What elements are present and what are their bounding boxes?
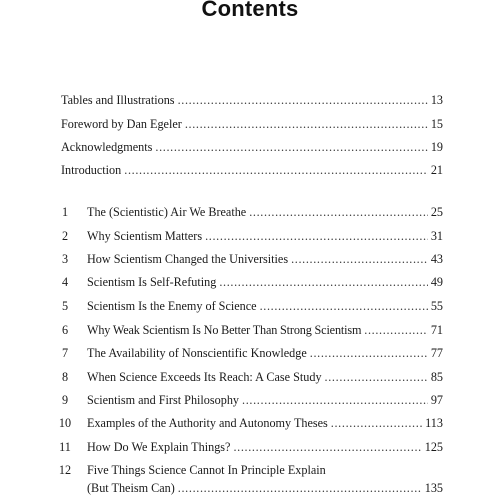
chapter-title: Scientism Is Self-Refuting bbox=[87, 275, 217, 289]
chapter-page: 55 bbox=[430, 299, 443, 313]
toc-entry-page: 21 bbox=[430, 163, 443, 177]
chapter-title: Scientism and First Philosophy bbox=[87, 393, 240, 407]
chapter-title: The (Scientistic) Air We Breathe bbox=[87, 205, 247, 219]
chapter-title: Examples of the Authority and Autonomy Theses bbox=[87, 416, 328, 430]
toc-chapter[interactable] bbox=[0, 273, 500, 291]
chapter-page: 135 bbox=[424, 481, 443, 495]
chapter-page: 97 bbox=[430, 393, 443, 407]
dot-leader bbox=[178, 91, 428, 109]
page-title: Contents bbox=[201, 0, 299, 21]
dot-leader bbox=[310, 344, 428, 362]
toc-chapter[interactable] bbox=[0, 250, 500, 268]
toc-chapter[interactable] bbox=[0, 414, 500, 432]
toc-chapter[interactable] bbox=[0, 227, 500, 245]
chapter-number: 3 bbox=[61, 252, 69, 266]
chapter-number: 6 bbox=[61, 323, 69, 337]
chapter-page: 43 bbox=[430, 252, 443, 266]
dot-leader bbox=[291, 250, 428, 268]
chapter-number: 8 bbox=[61, 370, 69, 384]
toc-chapter[interactable] bbox=[0, 203, 500, 221]
chapter-number: 1 bbox=[61, 205, 69, 219]
toc-chapter[interactable] bbox=[0, 321, 500, 339]
chapter-title: Why Weak Scientism Is No Better Than Strong Scientism bbox=[87, 323, 362, 337]
chapter-page: 49 bbox=[430, 275, 443, 289]
dot-leader bbox=[185, 115, 428, 133]
dot-leader bbox=[155, 138, 427, 156]
chapter-title-continued: (But Theism Can) bbox=[87, 481, 175, 495]
chapter-title: Scientism Is the Enemy of Science bbox=[87, 299, 257, 313]
dot-leader bbox=[331, 414, 422, 432]
chapter-title: When Science Exceeds Its Reach: A Case Study bbox=[87, 370, 322, 384]
chapter-title: How Scientism Changed the Universities bbox=[87, 252, 289, 266]
chapter-number: 4 bbox=[61, 275, 69, 289]
toc-chapter[interactable] bbox=[0, 461, 500, 497]
chapter-page: 113 bbox=[425, 416, 443, 430]
dot-leader bbox=[219, 273, 428, 291]
toc-entry-title: Foreword by Dan Egeler bbox=[61, 117, 182, 131]
dot-leader bbox=[242, 391, 428, 409]
chapter-title: The Availability of Nonscientific Knowledge bbox=[87, 346, 307, 360]
chapter-title: Five Things Science Cannot In Principle Explain bbox=[87, 463, 326, 477]
chapter-page: 25 bbox=[430, 205, 443, 219]
chapter-title: How Do We Explain Things? bbox=[87, 440, 231, 454]
toc-entry-page: 15 bbox=[430, 117, 443, 131]
dot-leader bbox=[249, 203, 428, 221]
dot-leader bbox=[325, 368, 428, 386]
chapter-number: 7 bbox=[61, 346, 69, 360]
chapter-number: 5 bbox=[61, 299, 69, 313]
dot-leader bbox=[178, 479, 422, 497]
toc-chapter[interactable] bbox=[0, 438, 500, 456]
chapter-number: 9 bbox=[61, 393, 69, 407]
dot-leader bbox=[233, 438, 421, 456]
toc-entry-title: Introduction bbox=[61, 163, 122, 177]
chapter-number: 2 bbox=[61, 229, 69, 243]
chapter-page: 31 bbox=[430, 229, 443, 243]
chapter-page: 85 bbox=[430, 370, 443, 384]
toc-chapter[interactable] bbox=[0, 368, 500, 386]
toc-chapter[interactable] bbox=[0, 344, 500, 362]
toc-entry-page: 19 bbox=[430, 140, 443, 154]
toc-entry[interactable] bbox=[0, 115, 500, 133]
toc-chapter[interactable] bbox=[0, 391, 500, 409]
toc-entry-title: Tables and Illustrations bbox=[61, 93, 175, 107]
toc-entry-title: Acknowledgments bbox=[61, 140, 153, 154]
dot-leader bbox=[260, 297, 428, 315]
toc-entry[interactable] bbox=[0, 91, 500, 109]
chapter-title: Why Scientism Matters bbox=[87, 229, 203, 243]
toc-chapter[interactable] bbox=[0, 297, 500, 315]
dot-leader bbox=[205, 227, 428, 245]
chapter-number: 10 bbox=[58, 416, 72, 430]
toc-entry[interactable] bbox=[0, 161, 500, 179]
chapter-page: 125 bbox=[424, 440, 443, 454]
dot-leader bbox=[364, 321, 428, 339]
chapter-page: 71 bbox=[430, 323, 443, 337]
dot-leader bbox=[124, 161, 428, 179]
toc-entry-page: 13 bbox=[430, 93, 443, 107]
chapter-number: 11 bbox=[59, 440, 71, 454]
chapter-page: 77 bbox=[430, 346, 443, 360]
chapter-number: 12 bbox=[58, 463, 72, 477]
toc-entry[interactable] bbox=[0, 138, 500, 156]
